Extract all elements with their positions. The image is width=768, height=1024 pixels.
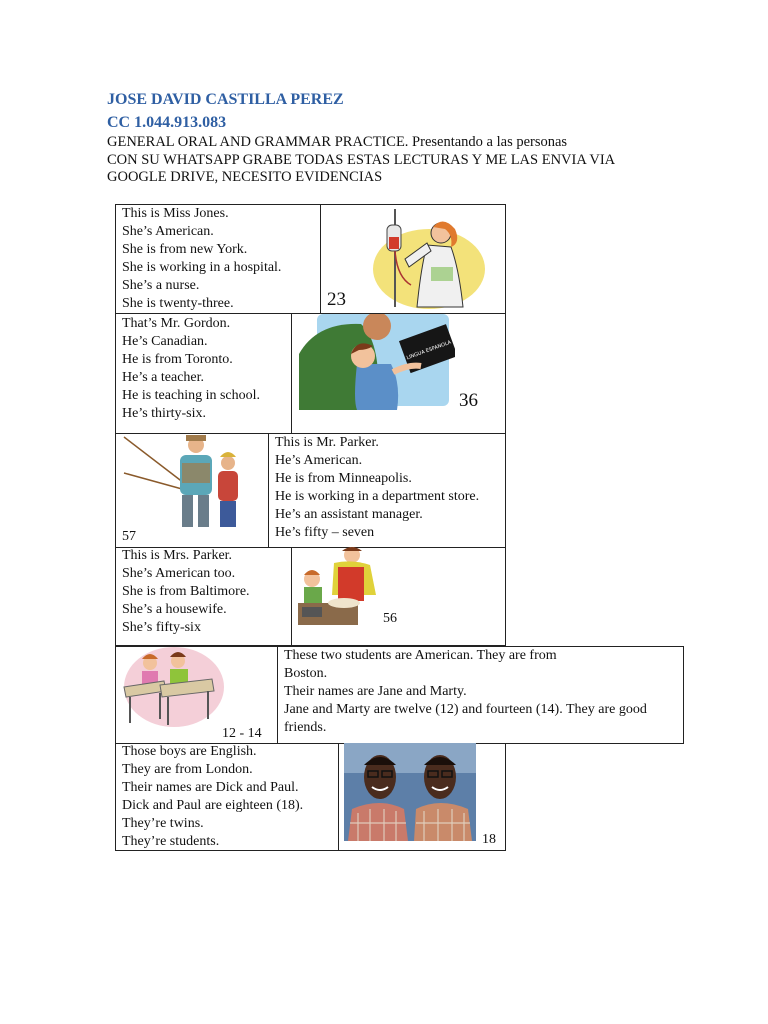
entry-line: That’s Mr. Gordon. xyxy=(122,316,231,331)
entry-line: Jane and Marty are twelve (12) and fourteen (14). They are good xyxy=(284,702,647,717)
teacher-with-student-illustration xyxy=(297,314,455,410)
entry-line: She’s American too. xyxy=(122,566,236,581)
entry-line: This is Miss Jones. xyxy=(122,206,229,221)
nurse-illustration xyxy=(361,207,486,311)
entry-text-jane-marty xyxy=(284,647,647,737)
entry-line: He is from Minneapolis. xyxy=(275,471,412,486)
fishermen-illustration xyxy=(122,433,246,529)
entry-line: He is teaching in school. xyxy=(122,388,261,403)
intro-line-1: GENERAL ORAL AND GRAMMAR PRACTICE. Presentando a las personas xyxy=(107,134,568,150)
author-name: JOSE DAVID CASTILLA PEREZ xyxy=(107,91,344,108)
author-id: CC 1.044.913.083 xyxy=(107,114,227,131)
text-cell-dick-paul xyxy=(115,743,339,851)
picture-cell-mrs-parker xyxy=(291,547,506,646)
entry-line: She’s a nurse. xyxy=(122,278,200,293)
intro-line-2: CON SU WHATSAPP GRABE TODAS ESTAS LECTURAS Y ME LAS ENVIA VIA xyxy=(107,152,616,168)
text-cell-jane-marty xyxy=(277,646,684,744)
entry-line: friends. xyxy=(284,720,327,735)
entry-line: Boston. xyxy=(284,666,328,681)
entry-text-mr-parker xyxy=(275,434,479,542)
entry-line: She’s American. xyxy=(122,224,214,239)
twin-boys-photo xyxy=(344,743,476,841)
picture-cell-dick-paul xyxy=(338,743,506,851)
entry-line: This is Mrs. Parker. xyxy=(122,548,233,563)
age-label: 36 xyxy=(459,390,478,411)
age-label: 57 xyxy=(122,529,136,544)
book-label: LINGUA ESPANOLA xyxy=(405,339,453,362)
students-at-desks-illustration xyxy=(120,647,224,729)
text-cell-mr-parker xyxy=(268,433,506,548)
entry-line: Their names are Jane and Marty. xyxy=(284,684,467,699)
entry-line: She’s a housewife. xyxy=(122,602,227,617)
text-cell-mrs-parker xyxy=(115,547,292,646)
entry-text-mr-gordon xyxy=(122,315,260,423)
intro-line-3: GOOGLE DRIVE, NECESITO EVIDENCIAS xyxy=(107,169,383,185)
picture-cell-mr-gordon xyxy=(291,313,506,434)
entry-line: He’s a teacher. xyxy=(122,370,205,385)
entry-line: He is from Toronto. xyxy=(122,352,233,367)
entry-text-miss-jones xyxy=(122,205,281,313)
entry-line: They are from London. xyxy=(122,762,253,777)
entry-line: He is working in a department store. xyxy=(275,489,480,504)
age-label: 23 xyxy=(327,289,346,310)
entry-line: He’s American. xyxy=(275,453,363,468)
entry-line: They’re students. xyxy=(122,834,220,849)
entry-line: Their names are Dick and Paul. xyxy=(122,780,299,795)
entry-line: She is from new York. xyxy=(122,242,248,257)
entry-line: He’s Canadian. xyxy=(122,334,208,349)
housewife-baking-illustration xyxy=(296,547,380,629)
entry-text-dick-paul xyxy=(122,743,303,851)
age-label: 56 xyxy=(383,611,397,626)
entry-line: She is twenty-three. xyxy=(122,296,234,311)
picture-cell-jane-marty xyxy=(115,646,278,744)
text-cell-mr-gordon xyxy=(115,313,292,434)
entry-line: She’s fifty-six xyxy=(122,620,201,635)
entry-line: These two students are American. They are from xyxy=(284,648,557,663)
entry-line: They’re twins. xyxy=(122,816,204,831)
entry-line: Dick and Paul are eighteen (18). xyxy=(122,798,304,813)
entry-line: She is working in a hospital. xyxy=(122,260,282,275)
age-label: 18 xyxy=(482,832,496,847)
age-label: 12 - 14 xyxy=(222,726,262,741)
entry-line: He’s fifty – seven xyxy=(275,525,375,540)
entry-line: He’s an assistant manager. xyxy=(275,507,423,522)
entry-line: She is from Baltimore. xyxy=(122,584,250,599)
entry-text-mrs-parker xyxy=(122,547,250,637)
entry-line: He’s thirty-six. xyxy=(122,406,206,421)
entry-line: Those boys are English. xyxy=(122,744,257,759)
picture-cell-mr-parker xyxy=(115,433,269,548)
entry-line: This is Mr. Parker. xyxy=(275,435,379,450)
text-cell-miss-jones xyxy=(115,204,321,314)
picture-cell-miss-jones xyxy=(320,204,506,314)
